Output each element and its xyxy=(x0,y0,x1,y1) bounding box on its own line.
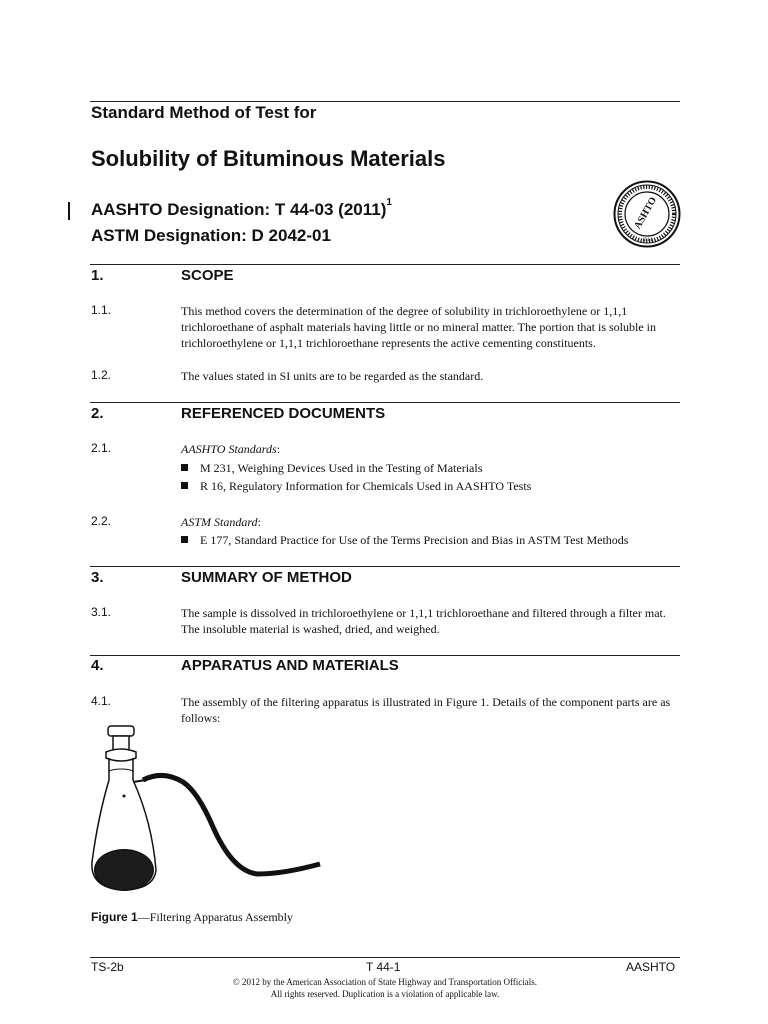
astm-designation: ASTM Designation: D 2042-01 xyxy=(91,226,331,245)
section-rule xyxy=(90,402,680,403)
section-title-referenced-documents: REFERENCED DOCUMENTS xyxy=(181,405,386,422)
bullet-square-icon xyxy=(181,482,188,489)
copyright-line: All rights reserved. Duplication is a violation of applicable law. xyxy=(270,989,500,999)
change-bar xyxy=(68,202,70,220)
section-title-scope: SCOPE xyxy=(181,267,234,284)
bullet-square-icon xyxy=(181,536,188,543)
bullet-square-icon xyxy=(181,464,188,471)
paragraph-text: The assembly of the filtering apparatus is illustrated in Figure 1. Details of the component parts are as follows: xyxy=(181,695,671,725)
section-rule xyxy=(90,655,680,656)
aashto-seal-logo xyxy=(613,180,681,248)
subsection-number: 1.2. xyxy=(91,368,112,382)
section-number: 2. xyxy=(91,405,104,422)
aashto-designation: AASHTO Designation: T 44-03 $(2011)^1$ xyxy=(91,197,392,219)
figure-caption: Figure 1—Filtering Apparatus Assembly xyxy=(91,910,294,924)
standards-label: AASHTO Standards: xyxy=(181,442,281,456)
section-rule xyxy=(90,566,680,567)
footer-right: AASHTO xyxy=(626,960,676,974)
list-item: M 231, Weighing Devices Used in the Testing of Materials xyxy=(181,460,482,476)
subsection-number: 2.2. xyxy=(91,514,112,528)
pre-title: Standard Method of Test for xyxy=(91,103,317,122)
list-item: R 16, Regulatory Information for Chemicals Used in AASHTO Tests xyxy=(181,478,531,494)
paragraph-text: The values stated in SI units are to be regarded as the standard. xyxy=(181,369,484,383)
filtering-apparatus-figure xyxy=(88,722,328,900)
paragraph-text: This method covers the determination of the degree of solubility in trichloroethylene or 1,1,1 trichloroethane of asphalt materials having little or no mineral matter. The portion that is soluble in trichloroethylene or 1,1,1 trichloroethane represents the active cementing constituents. xyxy=(181,304,656,350)
logo-year: 1914 xyxy=(642,238,652,243)
section-number: 1. xyxy=(91,267,104,284)
subsection-number: 1.1. xyxy=(91,303,112,317)
copyright-line: © 2012 by the American Association of State Highway and Transportation Officials. xyxy=(232,977,538,987)
section-rule xyxy=(90,264,680,265)
list-item: E 177, Standard Practice for Use of the Terms Precision and Bias in ASTM Test Methods xyxy=(181,532,628,548)
section-number: 3. xyxy=(91,569,104,586)
footer-left: TS-2b xyxy=(91,960,124,974)
subsection-number: 3.1. xyxy=(91,605,112,619)
document-title: Solubility of Bituminous Materials xyxy=(91,146,446,171)
subsection-number: 4.1. xyxy=(91,694,112,708)
footer-rule xyxy=(90,957,680,958)
section-title-summary: SUMMARY OF METHOD xyxy=(181,569,352,586)
logo-text: ASHTO xyxy=(632,195,660,232)
section-title-apparatus: APPARATUS AND MATERIALS xyxy=(181,657,399,674)
paragraph-text: The sample is dissolved in trichloroethylene or 1,1,1 trichloroethane and filtered through a filter mat. The insoluble material is washed, dried, and weighed. xyxy=(181,606,666,636)
subsection-number: 2.1. xyxy=(91,441,112,455)
section-number: 4. xyxy=(91,657,104,674)
footer-page-number: T 44-1 xyxy=(366,960,401,974)
standards-label: ASTM Standard: xyxy=(181,515,261,529)
top-rule xyxy=(90,101,680,102)
